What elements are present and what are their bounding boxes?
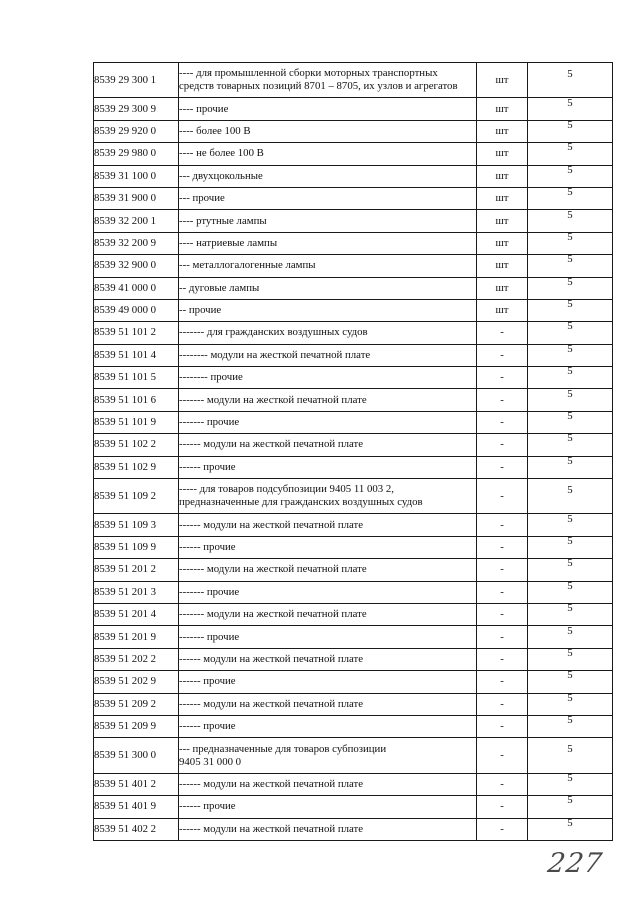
code-cell: 8539 32 200 9 [94,232,179,254]
code-cell: 8539 51 401 9 [94,796,179,818]
description-cell: ------ модули на жесткой печатной плате [179,514,477,536]
description-cell: ------- для гражданских воздушных судов [179,322,477,344]
rate-cell [528,210,613,232]
description-cell: ------ прочие [179,536,477,558]
rate-value: 5 [567,513,573,525]
rate-cell [528,715,613,737]
description-cell: -------- прочие [179,367,477,389]
rate-cell [528,98,613,120]
rate-value: 5 [567,483,573,496]
rate-cell [528,671,613,693]
code-cell: 8539 29 920 0 [94,120,179,142]
description-cell: --- прочие [179,187,477,209]
code-cell: 8539 51 401 2 [94,773,179,795]
rate-cell [528,693,613,715]
unit-cell: шт [477,277,528,299]
table-row [94,120,613,142]
rate-cell [528,143,613,165]
rate-value: 5 [567,165,573,176]
code-cell: 8539 51 102 2 [94,434,179,456]
unit-cell: - [477,536,528,558]
description-cell: ------ прочие [179,671,477,693]
table-row [94,773,613,795]
description-cell: ------ прочие [179,456,477,478]
table-row [94,603,613,625]
rate-cell [528,536,613,558]
code-cell: 8539 51 402 2 [94,818,179,840]
rate-value: 5 [567,209,573,221]
code-cell: 8539 51 101 2 [94,322,179,344]
code-cell: 8539 41 000 0 [94,277,179,299]
rate-value: 5 [567,187,573,199]
unit-cell: - [477,818,528,840]
description-cell: -- дуговые лампы [179,277,477,299]
description-cell: ------ модули на жесткой печатной плате [179,693,477,715]
rate-cell [528,514,613,536]
rate-cell [528,603,613,625]
description-cell: --- предназначенные для товаров субпозиции 9405 31 000 0 [179,738,477,773]
table-row [94,232,613,254]
code-cell: 8539 51 201 9 [94,626,179,648]
rate-value: 5 [567,670,573,682]
code-cell: 8539 51 102 9 [94,456,179,478]
rate-cell [528,796,613,818]
description-cell: ------- модули на жесткой печатной плате [179,389,477,411]
rate-cell [528,648,613,670]
table-row [94,559,613,581]
unit-cell: шт [477,63,528,98]
code-cell: 8539 51 202 2 [94,648,179,670]
description-cell: ------ модули на жесткой печатной плате [179,773,477,795]
rate-value: 5 [567,433,573,445]
table-row [94,411,613,433]
unit-cell: шт [477,232,528,254]
rate-cell [528,367,613,389]
rate-value: 5 [567,536,573,547]
rate-cell [528,232,613,254]
rate-cell [528,389,613,411]
rate-cell [528,63,613,98]
rate-value: 5 [567,344,573,355]
unit-cell: - [477,344,528,366]
rate-cell [528,344,613,366]
rate-cell [528,581,613,603]
table-row [94,456,613,478]
rate-cell [528,165,613,187]
code-cell: 8539 51 109 2 [94,479,179,514]
rate-value: 5 [567,411,573,423]
description-cell: ------ прочие [179,715,477,737]
table-row [94,255,613,277]
rate-value: 5 [567,232,573,243]
rate-cell [528,411,613,433]
unit-cell: шт [477,210,528,232]
unit-cell: - [477,367,528,389]
code-cell: 8539 51 201 2 [94,559,179,581]
description-cell: ---- более 100 В [179,120,477,142]
code-cell: 8539 51 201 4 [94,603,179,625]
table-row [94,479,613,514]
rate-value: 5 [567,818,573,829]
code-cell: 8539 51 101 5 [94,367,179,389]
description-cell: -------- модули на жесткой печатной плате [179,344,477,366]
unit-cell: - [477,514,528,536]
rate-value: 5 [567,581,573,592]
rate-cell [528,255,613,277]
code-cell: 8539 51 109 9 [94,536,179,558]
table-row [94,322,613,344]
code-cell: 8539 49 000 0 [94,299,179,321]
rate-cell [528,456,613,478]
description-cell: ------- прочие [179,626,477,648]
tariff-table [93,62,613,841]
table-row [94,98,613,120]
unit-cell: - [477,738,528,773]
code-cell: 8539 51 201 3 [94,581,179,603]
rate-cell [528,738,613,773]
table-row [94,796,613,818]
rate-value: 5 [567,773,573,784]
code-cell: 8539 51 101 4 [94,344,179,366]
rate-value: 5 [567,366,573,378]
rate-value: 5 [567,648,573,659]
table-row [94,536,613,558]
code-cell: 8539 31 900 0 [94,187,179,209]
code-cell: 8539 32 200 1 [94,210,179,232]
description-cell: ---- натриевые лампы [179,232,477,254]
unit-cell: - [477,581,528,603]
code-cell: 8539 29 980 0 [94,143,179,165]
unit-cell: - [477,322,528,344]
rate-value: 5 [567,277,573,288]
table-row [94,143,613,165]
rate-cell [528,626,613,648]
table-row [94,63,613,98]
table-row [94,738,613,773]
code-cell: 8539 51 101 6 [94,389,179,411]
table-row [94,818,613,840]
rate-value: 5 [567,558,573,570]
table-row [94,210,613,232]
rate-value: 5 [567,625,573,637]
table-row [94,581,613,603]
table-row [94,299,613,321]
description-cell: ------ прочие [179,796,477,818]
rate-cell [528,299,613,321]
table-row [94,277,613,299]
rate-value: 5 [567,97,573,109]
rate-cell [528,434,613,456]
rate-cell [528,187,613,209]
rate-value: 5 [567,299,573,311]
unit-cell: - [477,389,528,411]
rate-cell [528,818,613,840]
description-cell: -- прочие [179,299,477,321]
rate-value: 5 [567,120,573,131]
unit-cell: шт [477,165,528,187]
unit-cell: - [477,715,528,737]
unit-cell: шт [477,120,528,142]
rate-value: 5 [567,254,573,266]
description-cell: ---- прочие [179,98,477,120]
unit-cell: - [477,411,528,433]
rate-value: 5 [567,142,573,154]
unit-cell: - [477,479,528,514]
description-cell: ---- не более 100 В [179,143,477,165]
description-cell: ------ модули на жесткой печатной плате [179,818,477,840]
table-row [94,671,613,693]
rate-value: 5 [567,743,573,756]
unit-cell: шт [477,98,528,120]
table-row [94,165,613,187]
code-cell: 8539 51 209 9 [94,715,179,737]
table-row [94,187,613,209]
unit-cell: - [477,648,528,670]
description-cell: ------ модули на жесткой печатной плате [179,648,477,670]
rate-cell [528,277,613,299]
unit-cell: - [477,603,528,625]
code-cell: 8539 51 101 9 [94,411,179,433]
rate-value: 5 [567,693,573,704]
rate-cell [528,479,613,514]
code-cell: 8539 32 900 0 [94,255,179,277]
rate-cell [528,120,613,142]
description-cell: ------- модули на жесткой печатной плате [179,559,477,581]
table-row [94,626,613,648]
description-cell: ----- для товаров подсубпозиции 9405 11 003 2, предназначенные для гражданских воздушных судов [179,479,477,514]
rate-value: 5 [567,795,573,807]
unit-cell: - [477,434,528,456]
unit-cell: - [477,671,528,693]
unit-cell: шт [477,299,528,321]
description-cell: --- металлогалогенные лампы [179,255,477,277]
table-row [94,434,613,456]
description-cell: ------- прочие [179,411,477,433]
code-cell: 8539 29 300 1 [94,63,179,98]
table-row [94,514,613,536]
rate-cell [528,322,613,344]
unit-cell: - [477,456,528,478]
unit-cell: - [477,773,528,795]
rate-value: 5 [567,603,573,615]
rate-cell [528,773,613,795]
table-row [94,648,613,670]
table-row [94,693,613,715]
table-row [94,344,613,366]
table-row [94,389,613,411]
unit-cell: - [477,796,528,818]
code-cell: 8539 51 109 3 [94,514,179,536]
handwritten-page-number: 227 [545,848,605,879]
description-cell: ------- модули на жесткой печатной плате [179,603,477,625]
code-cell: 8539 51 209 2 [94,693,179,715]
unit-cell: шт [477,143,528,165]
description-cell: ------- прочие [179,581,477,603]
code-cell: 8539 29 300 9 [94,98,179,120]
unit-cell: - [477,559,528,581]
rate-value: 5 [567,456,573,467]
unit-cell: - [477,693,528,715]
rate-value: 5 [567,388,573,400]
unit-cell: шт [477,255,528,277]
rate-value: 5 [567,715,573,727]
code-cell: 8539 51 202 9 [94,671,179,693]
unit-cell: - [477,626,528,648]
rate-value: 5 [567,67,573,80]
rate-value: 5 [567,321,573,333]
description-cell: --- двухцокольные [179,165,477,187]
description-cell: ------ модули на жесткой печатной плате [179,434,477,456]
table-row [94,367,613,389]
unit-cell: шт [477,187,528,209]
description-cell: ---- для промышленной сборки моторных транспортных средств товарных позиций 8701 – 8705, их узлов и агрегатов [179,63,477,98]
code-cell: 8539 51 300 0 [94,738,179,773]
rate-cell [528,559,613,581]
code-cell: 8539 31 100 0 [94,165,179,187]
description-cell: ---- ртутные лампы [179,210,477,232]
table-row [94,715,613,737]
